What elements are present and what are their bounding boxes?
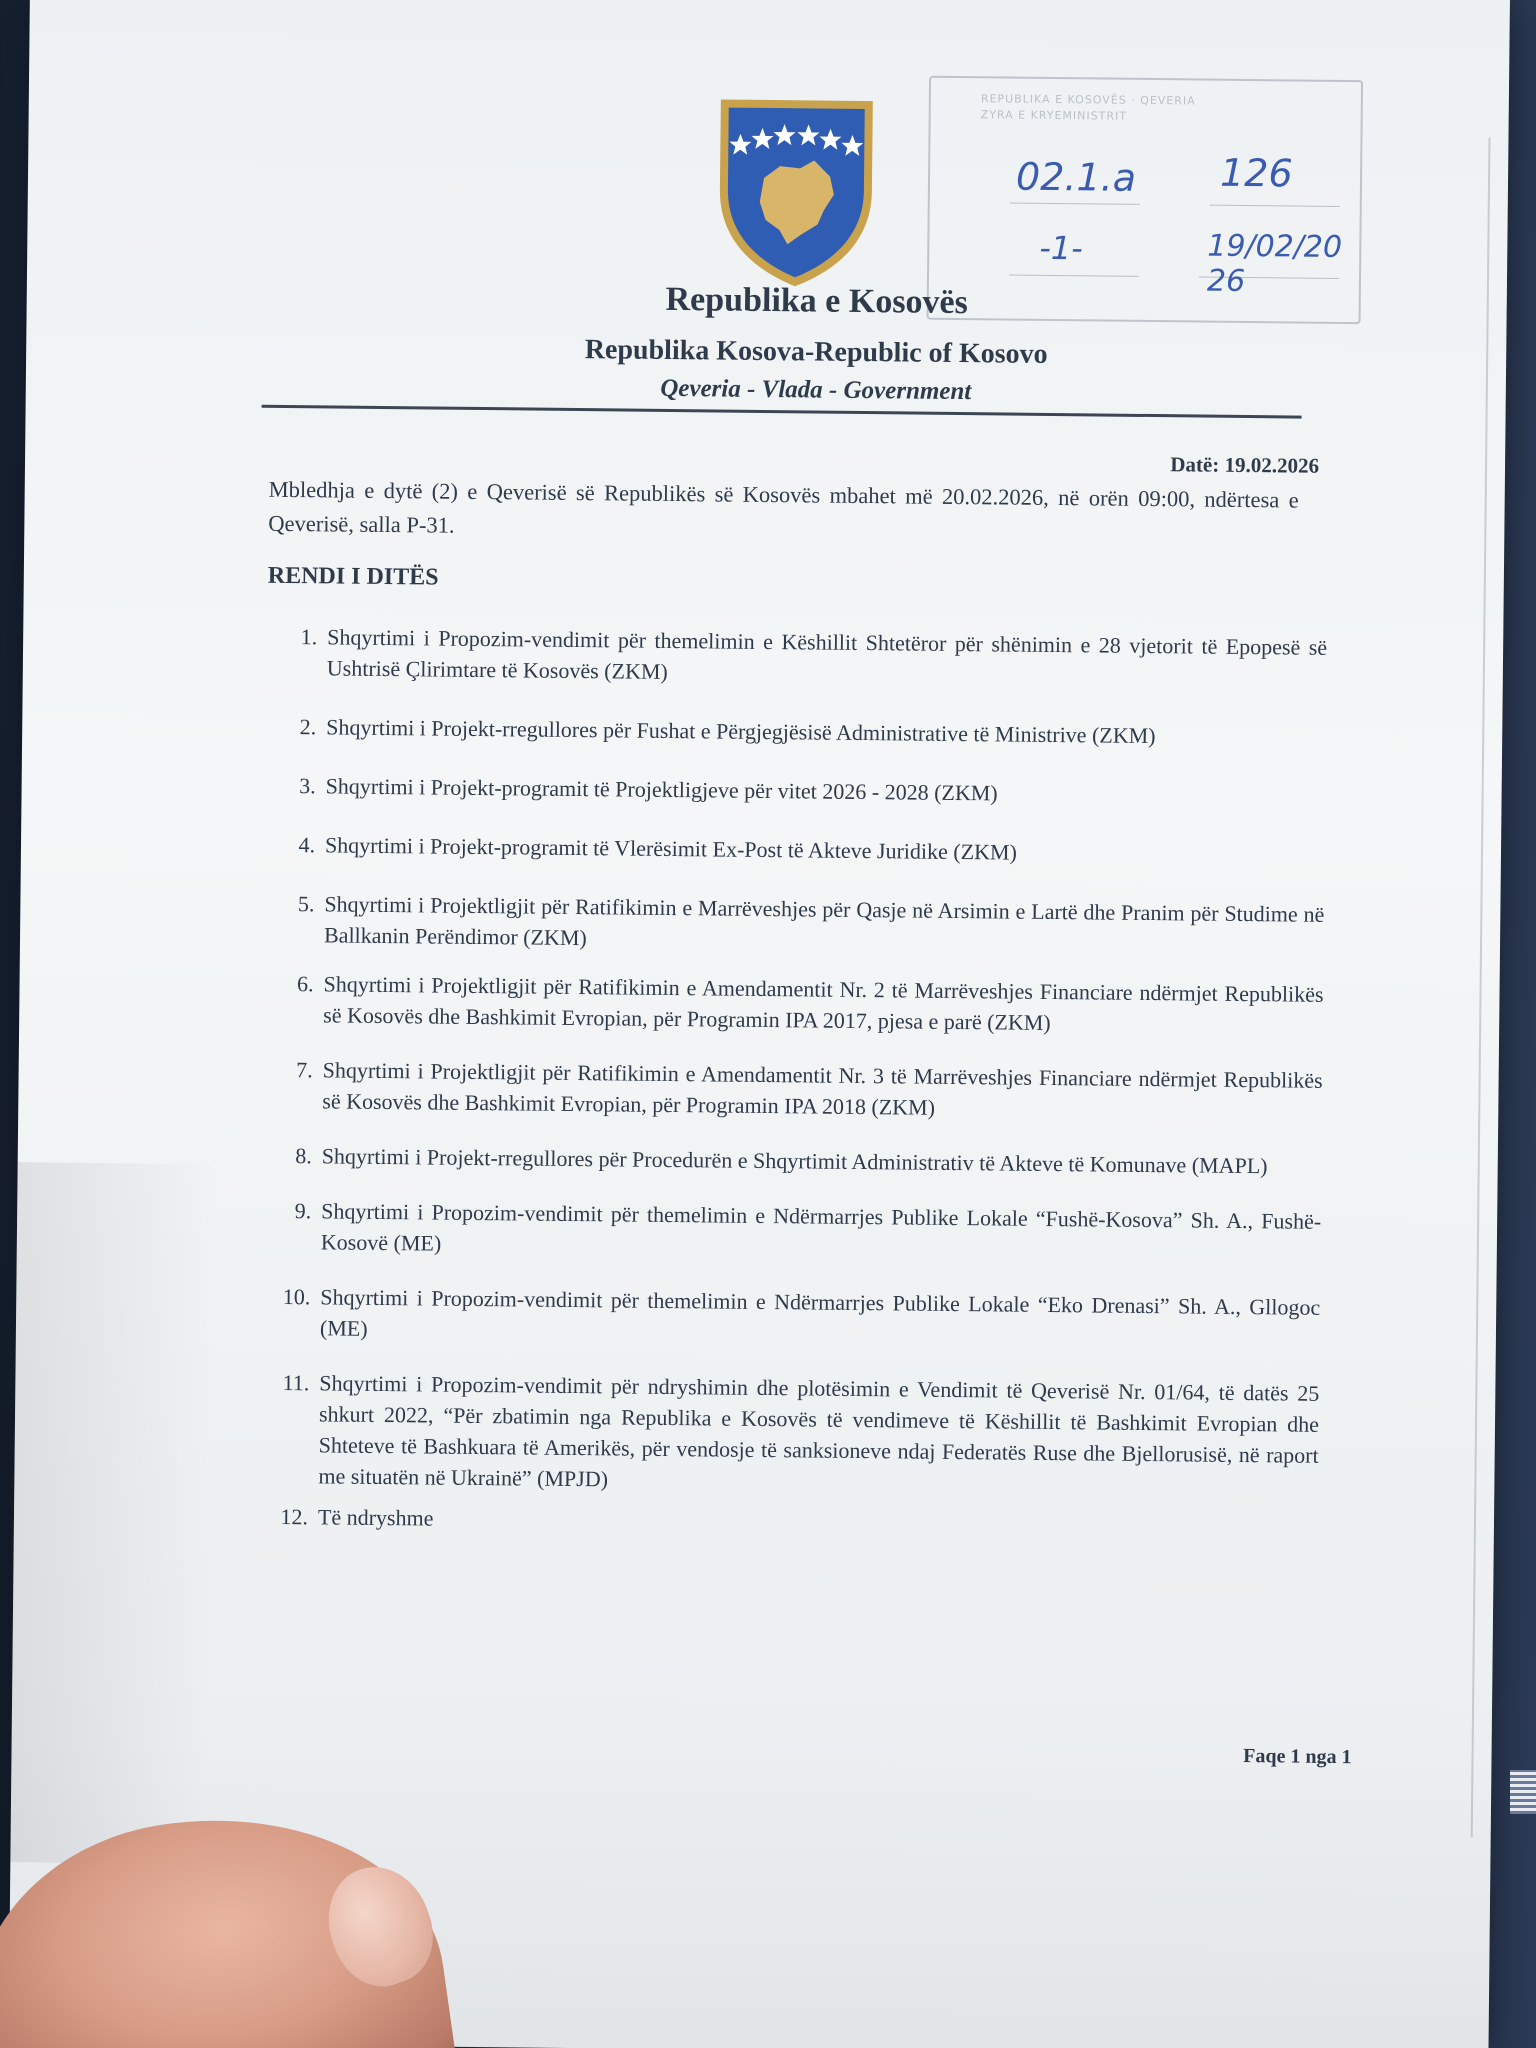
agenda-item	[258, 1501, 1318, 1543]
agenda-item	[260, 1281, 1321, 1354]
agenda-item	[264, 888, 1325, 961]
agenda-item	[266, 711, 1326, 753]
document-date: Datë: 19.02.2026	[1170, 452, 1320, 478]
agenda-item-text: Shqyrtimi i Projektligjit për Ratifikimin e Amendamentit Nr. 2 të Marrëveshjes Financiare ndërmjet Republikës së Kosovës dhe Bashkimit Evropian, për Programin IPA 2017, pjesa e parë (ZKM)	[323, 971, 1324, 1035]
header-line-1: Republika e Kosovës	[665, 280, 969, 322]
agenda-item-text: Shqyrtimi i Projekt-programit të Vlerësimit Ex-Post të Akteve Juridike (ZKM)	[324, 832, 1018, 865]
stamp-field-2: 126	[1219, 150, 1293, 196]
agenda-title: RENDI I DITËS	[267, 562, 439, 591]
agenda-item-text: Shqyrtimi i Projekt-rregullores për Fushat e Përgjegjësisë Administrative të Ministrive (ZKM)	[326, 714, 1156, 749]
agenda-item-number: 8.	[295, 1143, 312, 1169]
registry-stamp: REPUBLIKA E KOSOVËS · QEVERIA ZYRA E KRYEMINISTRIT 02.1.a 126 -1- 19/02/20 26	[927, 76, 1364, 325]
agenda-item	[263, 968, 1324, 1041]
header-line-2: Republika Kosova-Republic of Kosovo	[584, 334, 1048, 370]
stamp-field-3: -1-	[1039, 228, 1083, 268]
agenda-item-text: Shqyrtimi i Propozim-vendimit për themelimin e Ndërmarrjes Publike Lokale “Eko Drenasi” Sh. A., Gllogoc (ME)	[319, 1284, 1321, 1341]
agenda-item-number: 11.	[282, 1369, 310, 1396]
meeting-intro: Mbledhja e dytë (2) e Qeverisë së Republikës së Kosovës mbahet më 20.02.2026, në orën 09:00, ndërtesa e Qeverisë, salla P-31.	[268, 476, 1299, 538]
agenda-item-number: 2.	[299, 714, 317, 740]
header-line-3: Qeveria - Vlada - Government	[660, 374, 972, 406]
agenda-item	[262, 1054, 1323, 1127]
agenda-item	[261, 1195, 1322, 1268]
agenda-item-text: Shqyrtimi i Projektligjit për Ratifikimin e Amendamentit Nr. 3 të Marrëveshjes Financiare ndërmjet Republikës së Kosovës dhe Bashkimit Evropian, për Programin IPA 2018 (ZKM)	[322, 1057, 1323, 1120]
agenda-item-number: 7.	[296, 1057, 313, 1083]
agenda-item-text: Shqyrtimi i Projektligjit për Ratifikimin e Marrëveshjes për Qasje në Arsimin e Lartë dhe Pranim për Studime në Ballkanin Perëndimor (ZKM)	[323, 891, 1325, 951]
agenda-item-text: Shqyrtimi i Projekt-rregullores për Procedurën e Shqyrtimit Administrativ të Akteve të Komunave (MAPL)	[321, 1143, 1268, 1179]
agenda-item-number: 12.	[280, 1503, 309, 1530]
agenda-item-text: Shqyrtimi i Propozim-vendimit për ndryshimin dhe plotësimin e Vendimit të Qeverisë Nr. 01/64, të datës 25 shkurt 2022, “Për zbatimin nga Republika e Kosovës të vendimeve të Këshillit të Bashkimit Evropian dhe Shteteve të Bashkuara të Amerikës, për vendosje të sanksioneve ndaj Federatës Ruse dhe Bjellorusisë, në raport me situatën në Ukrainë” (MPJD)	[318, 1370, 1320, 1492]
paper-fold-shadow	[10, 1162, 217, 1864]
paper-edge	[1465, 137, 1491, 1837]
agenda-item-text: Shqyrtimi i Propozim-vendimit për themelimin e Ndërmarrjes Publike Lokale “Fushë-Kosova” Sh. A., Fushë-Kosovë (ME)	[320, 1198, 1322, 1256]
agenda-item-number: 9.	[294, 1198, 312, 1224]
agenda-item	[267, 621, 1328, 694]
agenda-item-number: 6.	[296, 971, 314, 997]
agenda-item-text: Të ndryshme	[317, 1504, 434, 1531]
agenda-item	[265, 829, 1325, 871]
agenda-item-text: Shqyrtimi i Propozim-vendimit për themelimin e Këshillit Shtetëror për shënimin e 28 vjetorit të Epopesë së Ushtrisë Çlirimtare të Kosovës (ZKM)	[326, 624, 1328, 684]
agenda-item-text: Shqyrtimi i Projekt-programit të Projektligjeve për vitet 2026 - 2028 (ZKM)	[325, 773, 998, 806]
background-object	[1510, 1770, 1536, 1814]
kosovo-coat-of-arms-icon	[713, 93, 879, 291]
agenda-item-number: 3.	[299, 773, 316, 799]
stamp-field-1: 02.1.a	[1015, 154, 1137, 200]
stamp-field-4: 19/02/20 26	[1206, 228, 1343, 299]
agenda-item	[258, 1367, 1319, 1502]
agenda-item-number: 5.	[297, 891, 315, 917]
agenda-item	[265, 770, 1325, 812]
agenda-item-number: 10.	[282, 1283, 311, 1310]
agenda-list	[258, 621, 1327, 1543]
page-number: Faqe 1 nga 1	[1243, 1745, 1352, 1769]
document-page	[8, 0, 1509, 2048]
agenda-item-number: 1.	[300, 624, 318, 650]
agenda-item-number: 4.	[298, 832, 316, 858]
agenda-item	[262, 1140, 1322, 1182]
